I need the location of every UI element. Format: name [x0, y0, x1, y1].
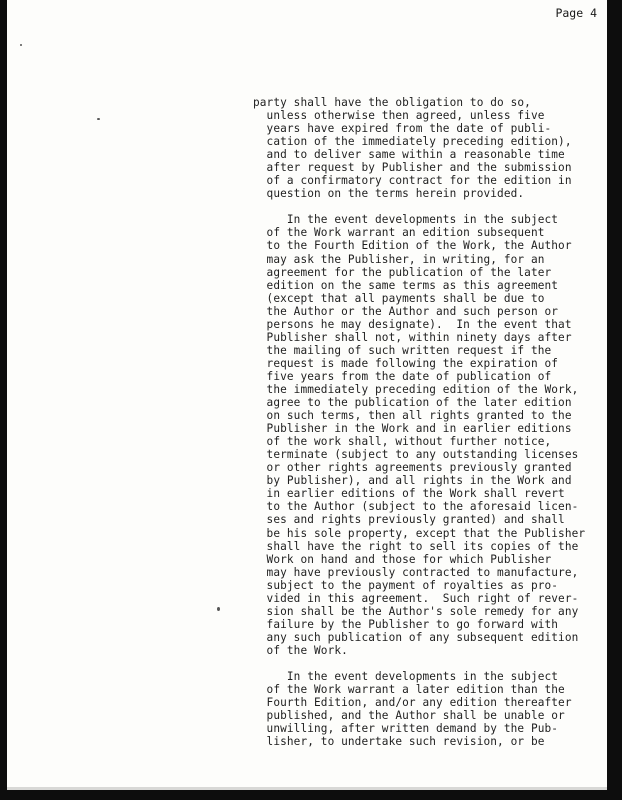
scan-speck: [20, 44, 22, 46]
paragraph-continuation: party shall have the obligation to do so, unless otherwise then agreed, unless five years have expired from the date of publi- cation of the immediately preceding edition), and to deliver same within a reasonable time after request by Publisher and the submission of a confirmatory contract for the edition in question on the terms herein provided.: [253, 96, 572, 201]
scan-speck: [217, 607, 220, 611]
page-number: Page 4: [555, 6, 597, 20]
document-page: [7, 0, 607, 790]
contract-body: [253, 96, 598, 748]
paragraph-subsequent-edition: In the event developments in the subject of the Work warrant an edition subsequent to the Fourth Edition of the Work, the Author may ask the Publisher, in writing, for an agreement for the publication of the later edition on the same terms as this agreement (except that all payments shall be due to the Author or the Author and such person or persons he may designate). In the event that Publisher shall not, within ninety days after the mailing of such written request if the request is made following the expiration of five years from the date of publication of the immediately preceding edition of the Work, agree to the publication of the later edition on such terms, then all rights granted to the Publisher in the Work and in earlier editions of the work shall, without further notice, terminate (subject to any outstanding licenses or other rights agreements previously granted by Publisher), and all rights in the Work and in earlier editions of the Work shall revert to the Author (subject to the aforesaid licen- ses and rights previously granted) and shall be his sole property, except that the Publisher shall have the right to sell its copies of the Work on hand and those for which Publisher may have previously contracted to manufacture, subject to the payment of royalties as pro- vided in this agreement. Such right of rever- sion shall be the Author's sole remedy for any failure by the Publisher to go forward with any such publication of any subsequent edition of the Work.: [266, 213, 586, 657]
page-bottom-edge: [7, 787, 607, 790]
paragraph-later-edition: In the event developments in the subject of the Work warrant a later edition than the Fourth Edition, and/or any edition thereafter published, and the Author shall be unable or unwilling, after written demand by the Pub- lisher, to undertake such revision, or be: [266, 669, 572, 749]
scan-speck: [97, 118, 100, 120]
